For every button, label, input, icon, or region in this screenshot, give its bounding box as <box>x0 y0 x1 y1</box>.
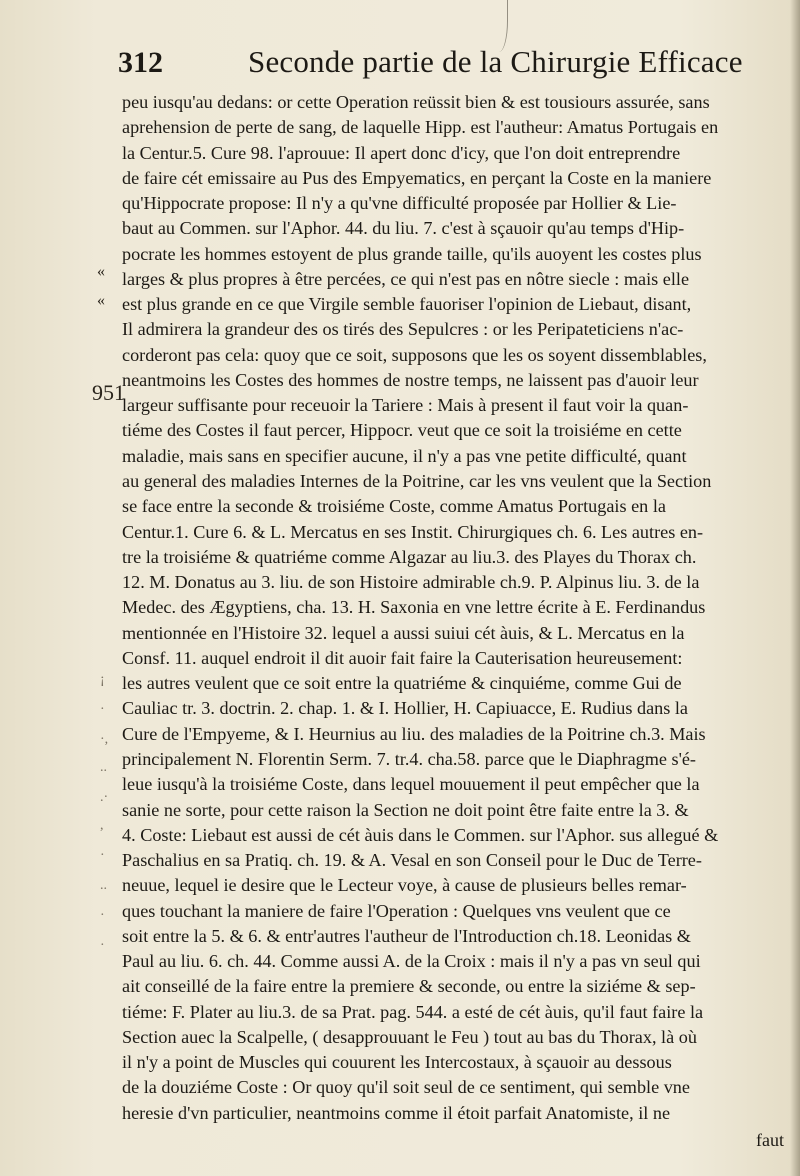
text-line: corderont pas cela: quoy que ce soit, supposons que les os soyent dissemblables, <box>122 344 707 365</box>
margin-faint-mark: · <box>100 848 105 863</box>
text-line: Centur.1. Cure 6. & L. Mercatus en ses Instit. Chirurgiques ch. 6. Les autres en- <box>122 521 704 542</box>
text-line: baut au Commen. sur l'Aphor. 44. du liu. 7. c'est à sçauoir qu'au temps d'Hip- <box>122 218 685 239</box>
folio-number: 312 <box>118 46 163 79</box>
text-line: qu'Hippocrate propose: Il n'y a qu'vne difficulté proposée par Hollier & Lie- <box>122 193 677 214</box>
text-line: Cauliac tr. 3. doctrin. 2. chap. 1. & I. Hollier, H. Capiuacce, E. Rudius dans la <box>122 698 688 719</box>
text-line: sanie ne sorte, pour cette raison la Section ne doit point être faite entre la 3. & <box>122 799 689 820</box>
text-line: Paschalius en sa Pratiq. ch. 19. & A. Vesal en son Conseil pour le Duc de Terre- <box>122 850 702 871</box>
margin-quote-mark: « <box>97 292 105 309</box>
text-line: Consf. 11. auquel endroit il dit auoir fait faire la Cauterisation heureusement: <box>122 647 683 668</box>
margin-faint-mark: .. <box>100 878 107 893</box>
text-line: aprehension de perte de sang, de laquelle Hipp. est l'autheur: Amatus Portugais en <box>122 117 719 138</box>
text-line: peu iusqu'au dedans: or cette Operation reüssit bien & est tousiours assurée, sans <box>122 92 710 112</box>
text-line: maladie, mais sans en specifier aucune, il n'y a pas vne petite difficulté, quant <box>122 445 687 466</box>
page-edge-shadow <box>790 0 800 1176</box>
text-line: tre la troisiéme & quatriéme comme Algazar au liu.3. des Playes du Thorax ch. <box>122 546 697 567</box>
text-line: tiéme des Costes il faut percer, Hippocr. veut que ce soit la troisiéme en cette <box>122 420 682 441</box>
text-line: soit entre la 5. & 6. & entr'autres l'autheur de l'Introduction ch.18. Leonidas & <box>122 925 691 946</box>
margin-faint-mark: ·, <box>100 732 109 747</box>
text-line: larges & plus propres à être percées, ce qui n'est pas en nôtre siecle : mais elle <box>122 268 690 289</box>
text-line: ques touchant la maniere de faire l'Operation : Quelques vns veulent que ce <box>122 900 671 921</box>
margin-faint-mark: .· <box>100 790 109 805</box>
text-line: principalement N. Florentin Serm. 7. tr.4. cha.58. parce que le Diaphragme s'é- <box>122 748 696 769</box>
margin-faint-mark: .. <box>100 760 107 775</box>
text-line: Il admirera la grandeur des os tirés des Sepulcres : or les Peripateticiens n'ac- <box>122 319 684 340</box>
margin-faint-mark: ¡ <box>100 672 105 687</box>
text-line: les autres veulent que ce soit entre la quatriéme & cinquiéme, comme Gui de <box>122 673 682 694</box>
text-line: neantmoins les Costes des hommes de nostre temps, ne laissent pas d'auoir leur <box>122 369 699 390</box>
text-line: Cure de l'Empyeme, & I. Heurnius au liu. des maladies de la Poitrine ch.3. Mais <box>122 723 706 744</box>
text-line: Section auec la Scalpelle, ( desapprouuant le Feu ) tout au bas du Thorax, là où <box>122 1026 697 1047</box>
text-line: pocrate les hommes estoyent de plus grande taille, qu'ils auoyent les costes plus <box>122 243 702 264</box>
text-line: Medec. des Ægyptiens, cha. 13. H. Saxonia en vne lettre écrite à E. Ferdinandus <box>122 597 706 618</box>
text-line: Paul au liu. 6. ch. 44. Comme aussi A. de la Croix : mais il n'y a pas vn seul qui <box>122 951 701 972</box>
margin-faint-mark: · <box>100 908 105 923</box>
text-line: tiéme: F. Plater au liu.3. de sa Prat. pag. 544. a esté de cét àuis, qu'il faut faire la <box>122 1001 704 1022</box>
text-line: il n'y a point de Muscles qui couurent les Intercostaux, à sçauoir au dessous <box>122 1052 672 1073</box>
text-line: neuue, lequel ie desire que le Lecteur voye, à cause de plusieurs belles remar- <box>122 875 687 896</box>
text-line: leue iusqu'à la troisiéme Coste, dans lequel mouuement il peut empêcher que la <box>122 774 700 795</box>
margin-faint-mark: · <box>100 938 105 953</box>
text-line: au general des maladies Internes de la Poitrine, car les vns veulent que la Section <box>122 471 712 492</box>
text-line: 12. M. Donatus au 3. liu. de son Histoire admirable ch.9. P. Alpinus liu. 3. de la <box>122 572 700 593</box>
text-line: ait conseillé de la faire entre la premiere & seconde, ou entre la siziéme & sep- <box>122 976 696 997</box>
catchword: faut <box>756 1130 784 1150</box>
margin-quote-mark: « <box>97 263 105 280</box>
text-line: 4. Coste: Liebaut est aussi de cét àuis dans le Commen. sur l'Aphor. sus allegué & <box>122 824 719 845</box>
margin-faint-mark: , <box>100 818 104 833</box>
text-line: est plus grande en ce que Virgile semble fauoriser l'opinion de Liebaut, disant, <box>122 294 692 315</box>
text-line: mentionnée en l'Histoire 32. lequel a aussi suiui cét àuis, & L. Mercatus en la <box>122 622 685 643</box>
text-line: de la douziéme Coste : Or quoy qu'il soit seul de ce sentiment, qui semble vne <box>122 1077 690 1098</box>
text-line: heresie d'vn particulier, neantmoins comme il étoit parfait Anatomiste, il ne <box>122 1102 671 1123</box>
margin-faint-mark: · <box>100 702 105 717</box>
text-line: de faire cét emissaire au Pus des Empyematics, en perçant la Coste en la maniere <box>122 167 712 188</box>
text-line: se face entre la seconde & troisiéme Coste, comme Amatus Portugais en la <box>122 496 666 517</box>
running-head: Seconde partie de la Chirurgie Efficace <box>248 44 743 79</box>
margin-page-number: 951 <box>92 380 125 405</box>
text-line: largeur suffisante pour receuoir la Tariere : Mais à present il faut voir la quan- <box>122 395 689 416</box>
text-line: la Centur.5. Cure 98. l'aprouue: Il apert donc d'icy, que l'on doit entreprendre <box>122 142 681 163</box>
